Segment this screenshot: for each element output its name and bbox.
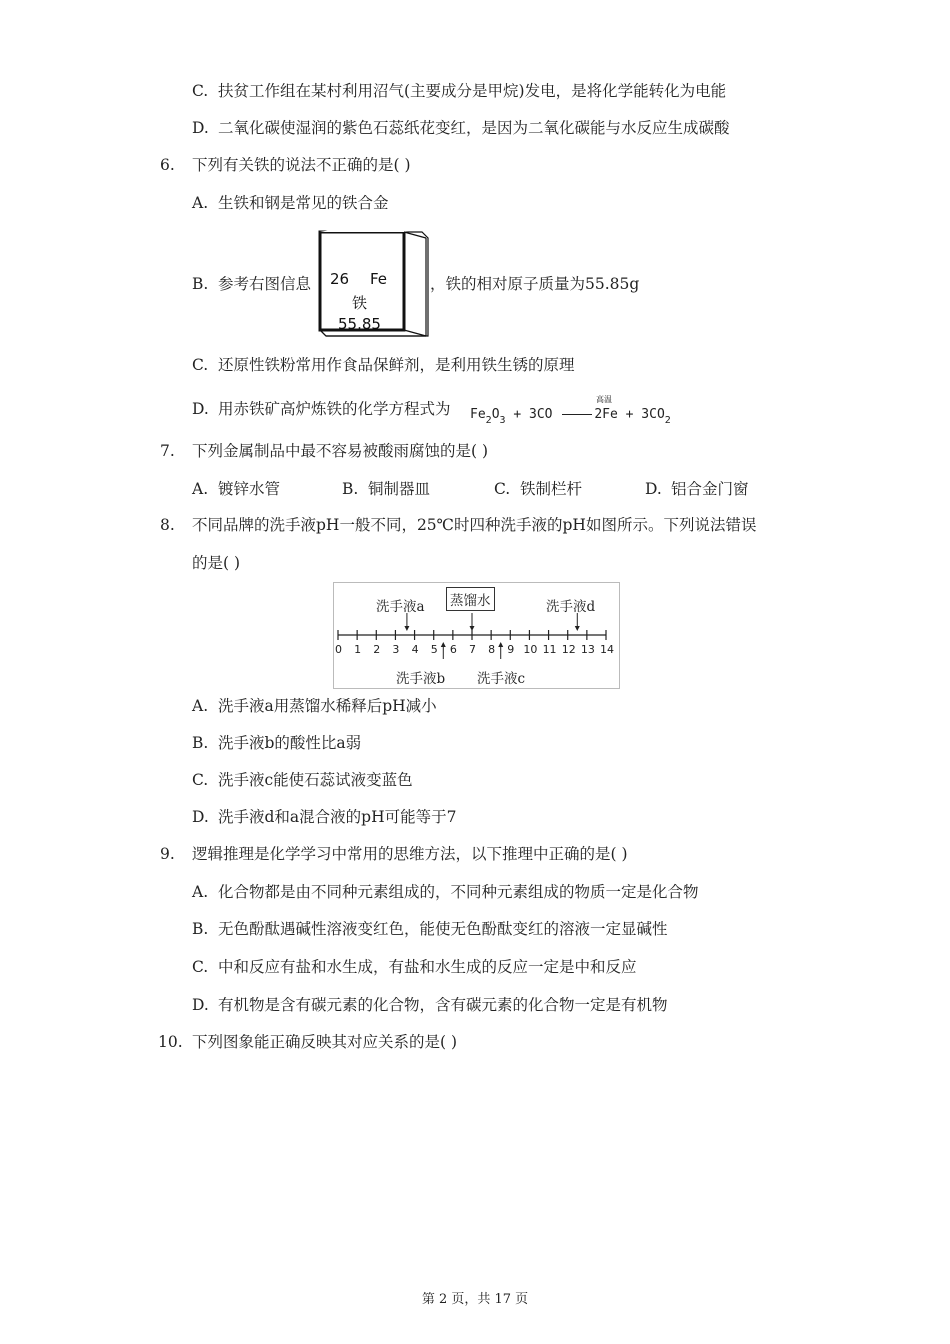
q9-option-a: [192, 881, 699, 903]
option-letter: D.: [192, 808, 209, 826]
option-text: 铜制器皿: [368, 480, 431, 498]
ph-tick-label: 8: [488, 643, 496, 656]
option-text: 洗手液c能使石蕊试液变蓝色: [218, 771, 413, 789]
q7-stem: 下列金属制品中最不容易被酸雨腐蚀的是( ): [192, 442, 489, 460]
option-text: 镀锌水管: [218, 480, 281, 498]
label-handwash-a: 洗手液a: [376, 599, 425, 615]
eq-fe: Fe: [470, 407, 486, 422]
ph-arrow-b: [441, 642, 446, 659]
eq-products: 2Fe + 3CO: [594, 407, 665, 422]
ph-scale-figure: [333, 582, 620, 689]
ph-tick-label: 9: [507, 643, 515, 656]
option-letter: C.: [192, 771, 209, 789]
q8-option-a: [192, 695, 437, 717]
element-atomic-number: 26: [330, 270, 350, 288]
option-text: 洗手液a用蒸馏水稀释后pH减小: [218, 697, 437, 715]
eq-o: O: [491, 407, 500, 422]
option-letter: B.: [192, 920, 209, 938]
ph-tick-label: 6: [449, 643, 457, 656]
element-name: 铁: [352, 294, 368, 312]
q9-stem: 逻辑推理是化学学习中常用的思维方法，以下推理中正确的是( ): [192, 845, 628, 863]
option-letter: B.: [192, 275, 209, 293]
ph-arrow-c: [498, 642, 503, 659]
label-handwash-c: 洗手液c: [477, 671, 526, 687]
q8-number: 8.: [160, 516, 175, 534]
option-text: 参考右图信息: [218, 275, 312, 293]
option-letter: D.: [192, 119, 209, 137]
ph-arrow-a: [404, 613, 409, 631]
ph-tick-label: 2: [373, 643, 381, 656]
q6-option-b-start: [192, 273, 311, 295]
q6-option-c: [192, 354, 575, 376]
option-text: 铝合金门窗: [671, 480, 749, 498]
q7-option-c: [494, 478, 582, 500]
eq-sub-2b: 2: [664, 415, 671, 426]
eq-sub-3: 3: [499, 415, 506, 426]
q6-number: 6.: [160, 156, 175, 174]
q7-option-a: [192, 478, 280, 500]
eq-sub-2: 2: [485, 415, 492, 426]
option-letter: A.: [192, 194, 209, 212]
eq-plus-co: + 3CO: [505, 407, 561, 422]
q6-option-a: [192, 192, 389, 214]
q8-option-b: [192, 732, 361, 754]
option-text: 还原性铁粉常用作食品保鲜剂，是利用铁生锈的原理: [218, 356, 575, 374]
ph-tick-label: 3: [392, 643, 400, 656]
q7-number: 7.: [160, 442, 175, 460]
q5-option-c: [192, 80, 726, 102]
ph-tick-label: 7: [469, 643, 476, 656]
option-text: 洗手液b的酸性比a弱: [218, 734, 362, 752]
option-text: 无色酚酞遇碱性溶液变红色，能使无色酚酞变红的溶液一定显碱性: [218, 920, 668, 938]
q7-option-d: [645, 478, 749, 500]
page-footer: 第 2 页，共 17 页: [421, 1292, 529, 1307]
option-letter: B.: [192, 734, 209, 752]
ph-arrow-water: [470, 613, 475, 631]
label-handwash-b: 洗手液b: [396, 671, 446, 687]
option-letter: A.: [192, 697, 209, 715]
option-text: 扶贫工作组在某村利用沼气(主要成分是甲烷)发电，是将化学能转化为电能: [218, 82, 727, 100]
label-handwash-d: 洗手液d: [546, 599, 596, 615]
option-text: 化合物都是由不同种元素组成的，不同种元素组成的物质一定是化合物: [218, 883, 699, 901]
q8-stem-line1: 不同品牌的洗手液pH一般不同，25℃时四种洗手液的pH如图所示。下列说法错误: [192, 516, 757, 534]
q5-option-d: [192, 117, 730, 139]
q8-option-d: [192, 806, 456, 828]
option-letter: D.: [192, 400, 209, 418]
ph-tick-label: 13: [580, 643, 595, 656]
option-text: 用赤铁矿高炉炼铁的化学方程式为: [218, 400, 451, 418]
ph-tick-label: 11: [542, 643, 557, 656]
element-symbol: Fe: [370, 270, 388, 288]
option-letter: B.: [342, 480, 359, 498]
option-text: 铁制栏杆: [520, 480, 583, 498]
q9-number: 9.: [160, 845, 175, 863]
ph-tick-label: 5: [430, 643, 438, 656]
option-letter: A.: [192, 480, 209, 498]
option-text: 中和反应有盐和水生成，有盐和水生成的反应一定是中和反应: [218, 958, 637, 976]
option-letter: A.: [192, 883, 209, 901]
q8-stem-line2: 的是( ): [192, 554, 241, 572]
option-letter: C.: [192, 356, 209, 374]
q9-option-b: [192, 918, 668, 940]
q10-stem: 下列图象能正确反映其对应关系的是( ): [192, 1033, 458, 1051]
chemical-equation: [470, 404, 671, 432]
ph-tick-label: 14: [600, 643, 614, 656]
option-letter: D.: [192, 996, 209, 1014]
q9-option-c: [192, 956, 637, 978]
element-card: [318, 230, 430, 338]
option-letter: C.: [192, 958, 209, 976]
q10-number: 10.: [158, 1033, 183, 1051]
option-text: 有机物是含有碳元素的化合物，含有碳元素的化合物一定是有机物: [218, 996, 668, 1014]
option-text: 生铁和钢是常见的铁合金: [218, 194, 389, 212]
ph-tick-label: 4: [411, 643, 419, 656]
ph-tick-label: 12: [561, 643, 576, 656]
label-distilled-water: 蒸馏水: [446, 587, 495, 611]
ph-tick-label: 10: [523, 643, 538, 656]
q8-option-c: [192, 769, 413, 791]
q6-option-d: [192, 398, 451, 420]
q9-option-d: [192, 994, 668, 1016]
option-letter: D.: [645, 480, 662, 498]
ph-tick-label: 0: [335, 643, 342, 656]
q7-option-b: [342, 478, 430, 500]
option-text: 二氧化碳使湿润的紫色石蕊纸花变红，是因为二氧化碳能与水反应生成碳酸: [218, 119, 730, 137]
q6-stem: 下列有关铁的说法不正确的是( ): [192, 156, 411, 174]
eq-condition: 高温: [596, 395, 612, 404]
q6-option-b-end: ，铁的相对原子质量为55.85g: [430, 275, 640, 293]
eq-arrow-line: [562, 414, 592, 415]
ph-arrow-d: [575, 613, 580, 631]
ph-tick-label: 1: [354, 643, 362, 656]
option-letter: C.: [192, 82, 209, 100]
option-letter: C.: [494, 480, 511, 498]
element-atomic-mass: 55.85: [338, 315, 381, 333]
option-text: 洗手液d和a混合液的pH可能等于7: [218, 808, 457, 826]
